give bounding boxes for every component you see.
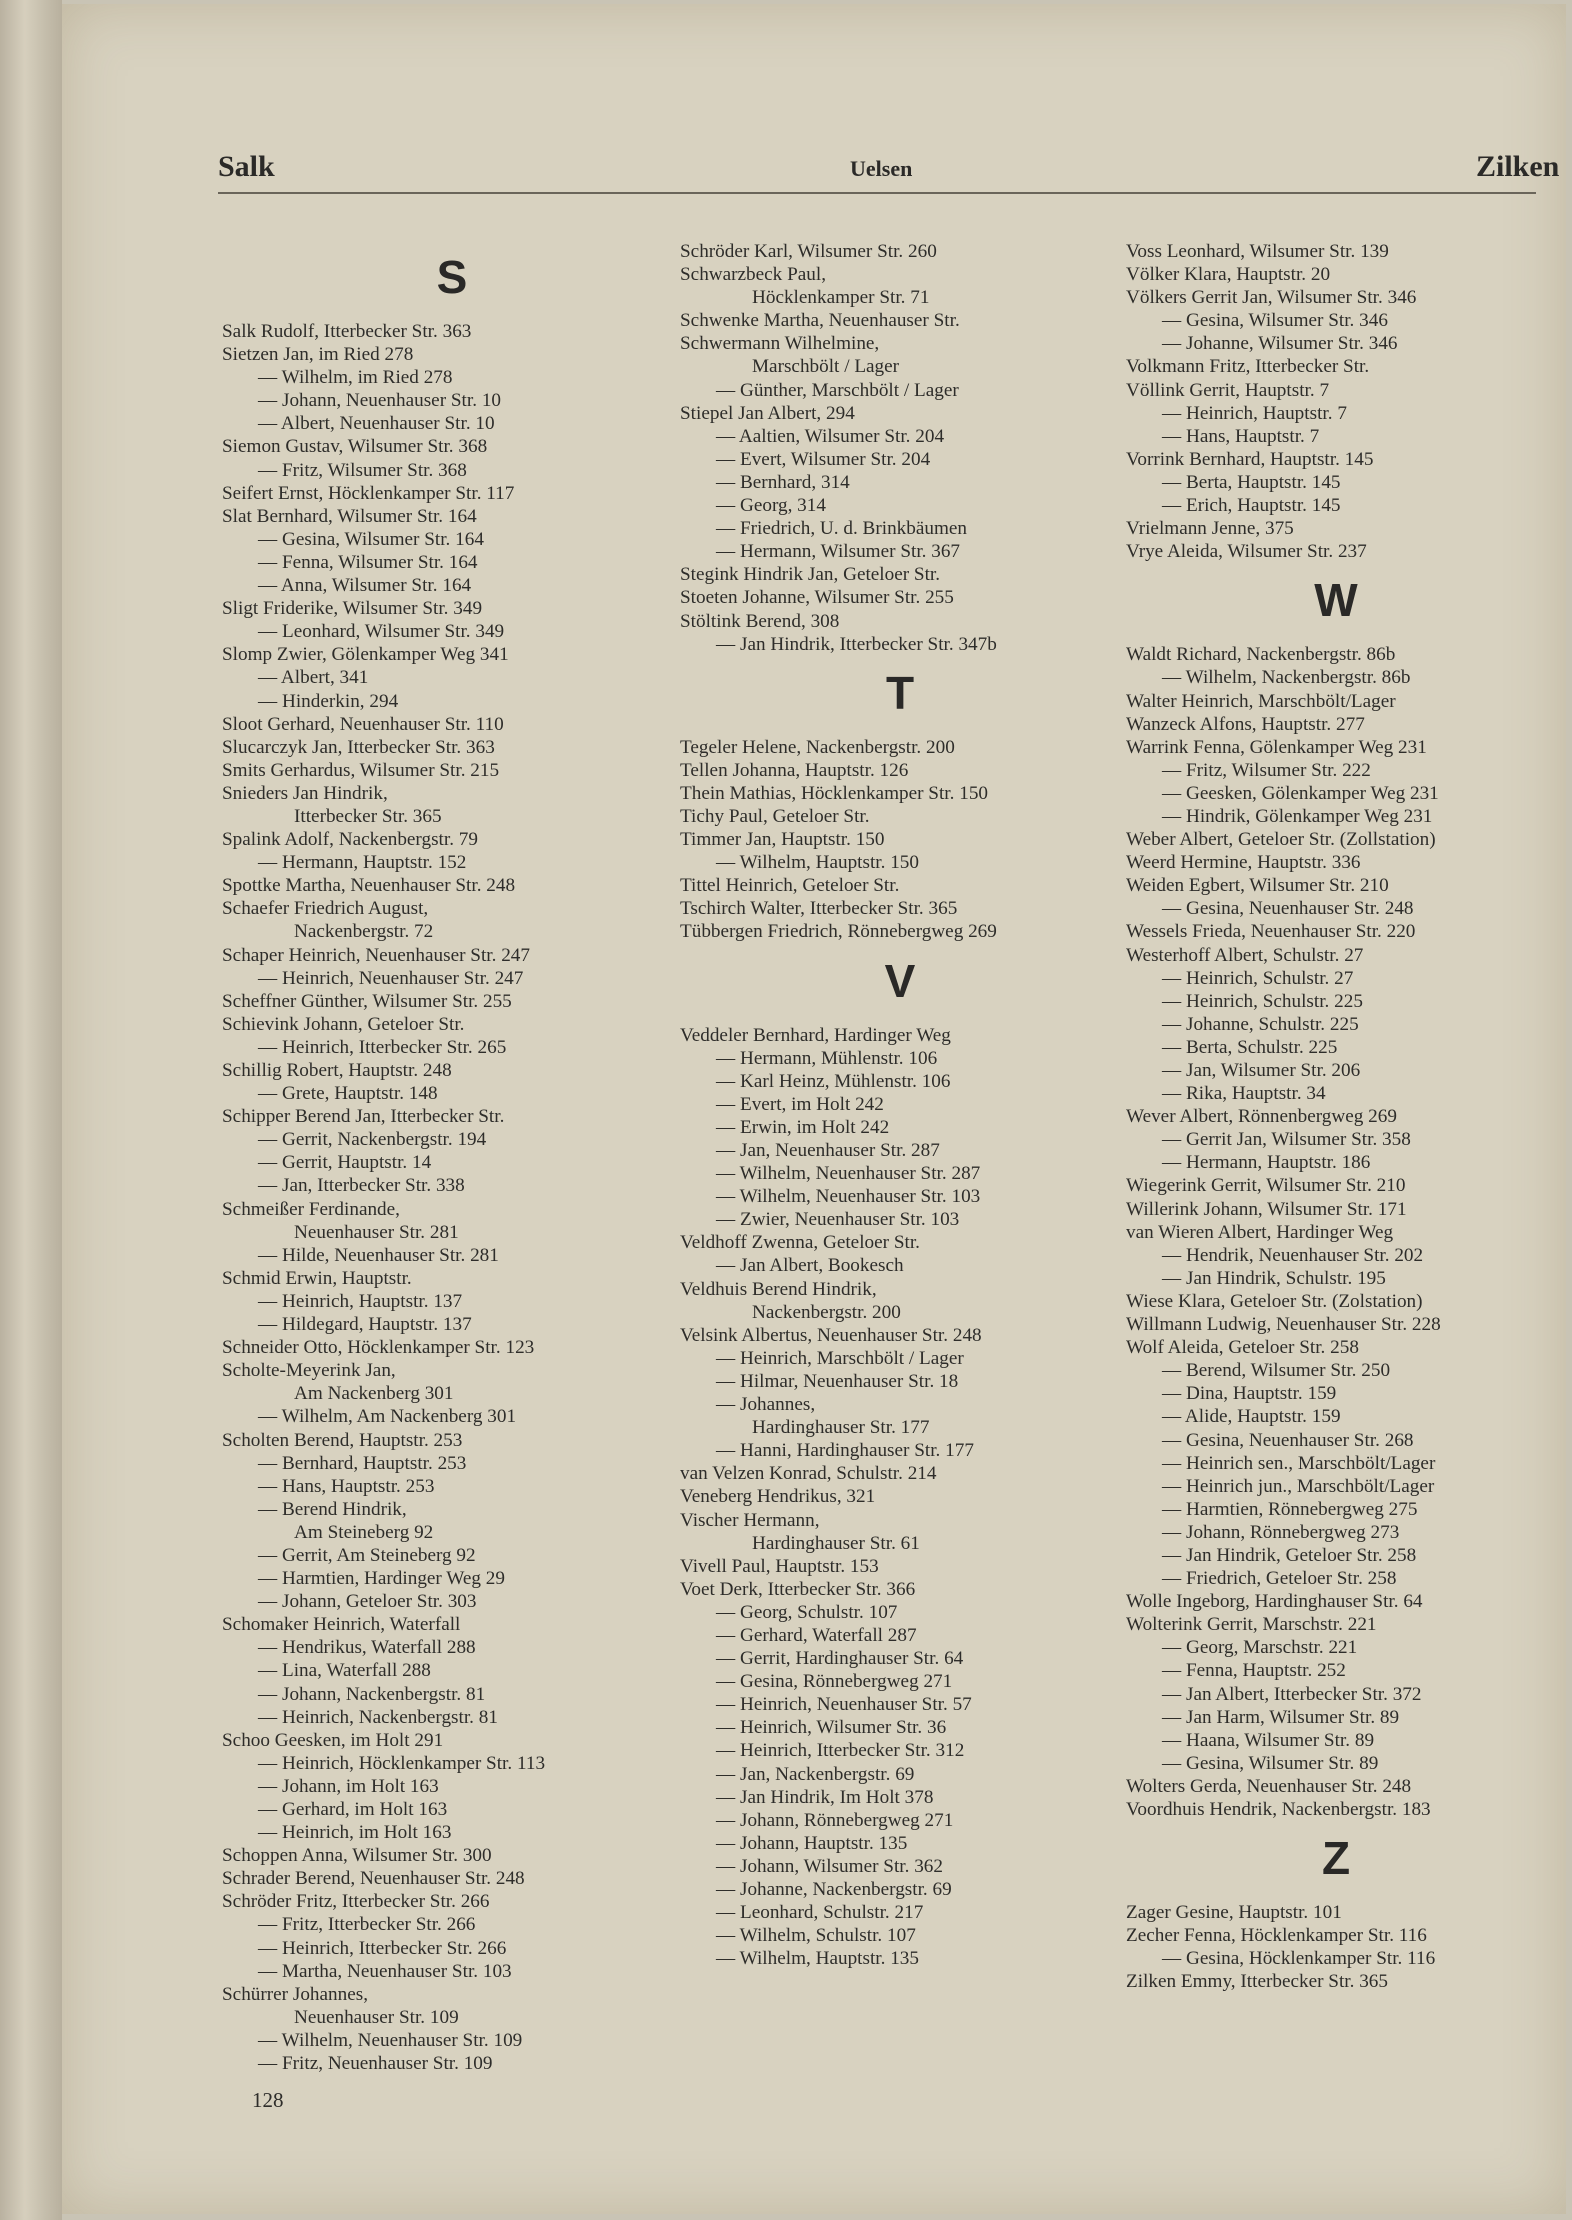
section-letter: S xyxy=(436,251,468,303)
directory-sub-entry: — Heinrich, Itterbecker Str. 265 xyxy=(258,1036,507,1058)
directory-sub-entry: — Hermann, Mühlenstr. 106 xyxy=(716,1047,938,1069)
directory-sub-entry: — Heinrich, Schulstr. 27 xyxy=(1162,967,1354,989)
directory-sub-entry: — Heinrich, Schulstr. 225 xyxy=(1162,990,1363,1012)
directory-entry: Stöltink Berend, 308 xyxy=(680,610,840,632)
directory-sub-entry: — Jan, Wilsumer Str. 206 xyxy=(1162,1060,1361,1081)
directory-sub-entry: — Gesina, Wilsumer Str. 164 xyxy=(258,528,484,550)
directory-sub-entry: — Berend, Wilsumer Str. 250 xyxy=(1162,1360,1391,1382)
directory-sub-entry: — Hilmar, Neuenhauser Str. 18 xyxy=(716,1370,959,1392)
directory-entry: van Wieren Albert, Hardinger Weg xyxy=(1126,1221,1394,1243)
directory-entry: Schievink Johann, Geteloer Str. xyxy=(222,1013,465,1035)
directory-sub-entry: — Jan, Nackenbergstr. 69 xyxy=(716,1763,915,1785)
directory-sub-entry: — Gerrit Jan, Wilsumer Str. 358 xyxy=(1162,1129,1411,1151)
directory-sub-entry: — Johanne, Wilsumer Str. 346 xyxy=(1162,333,1398,355)
directory-entry: Wolf Aleida, Geteloer Str. 258 xyxy=(1126,1337,1359,1359)
directory-sub-entry: — Gerrit, Hauptstr. 14 xyxy=(258,1152,432,1174)
directory-sub-entry: — Wilhelm, Neuenhauser Str. 103 xyxy=(716,1186,981,1208)
directory-sub-entry: — Fritz, Neuenhauser Str. 109 xyxy=(258,2053,493,2075)
directory-entry: Scholte-Meyerink Jan, xyxy=(222,1360,396,1382)
directory-sub-entry: — Jan Hindrik, Schulstr. 195 xyxy=(1162,1267,1386,1289)
directory-entry: Spottke Martha, Neuenhauser Str. 248 xyxy=(222,875,516,897)
directory-sub-entry: — Lina, Waterfall 288 xyxy=(258,1660,431,1682)
directory-sub-entry: — Gerrit, Am Steineberg 92 xyxy=(258,1544,476,1566)
directory-entry: Wiegerink Gerrit, Wilsumer Str. 210 xyxy=(1126,1175,1406,1197)
directory-entry: Scheffner Günther, Wilsumer Str. 255 xyxy=(222,990,512,1012)
directory-sub-entry: — Jan Albert, Bookesch xyxy=(716,1255,904,1277)
directory-sub-entry: — Heinrich, Hauptstr. 7 xyxy=(1162,402,1347,424)
directory-entry: Slucarczyk Jan, Itterbecker Str. 363 xyxy=(222,736,495,758)
directory-sub-entry: — Hans, Hauptstr. 7 xyxy=(1162,425,1320,447)
directory-sub-entry: — Johanne, Schulstr. 225 xyxy=(1162,1013,1359,1035)
directory-sub-entry: — Johann, Nackenbergstr. 81 xyxy=(258,1683,486,1705)
directory-entry: Stoeten Johanne, Wilsumer Str. 255 xyxy=(680,587,954,609)
directory-entry: Schaefer Friedrich August, xyxy=(222,898,429,920)
directory-sub-entry: — Hermann, Hauptstr. 152 xyxy=(258,852,467,874)
directory-entry-continuation: Nackenbergstr. 200 xyxy=(752,1301,901,1323)
directory-sub-entry: — Berta, Hauptstr. 145 xyxy=(1162,471,1341,493)
running-head-last-name: Zilken xyxy=(1476,150,1560,183)
directory-entry: Slomp Zwier, Gölenkamper Weg 341 xyxy=(222,644,509,666)
directory-sub-entry: — Grete, Hauptstr. 148 xyxy=(258,1083,438,1105)
directory-entry: Waldt Richard, Nackenbergstr. 86b xyxy=(1126,644,1396,666)
directory-entry: Vivell Paul, Hauptstr. 153 xyxy=(680,1555,879,1577)
directory-entry: Schmeißer Ferdinande, xyxy=(222,1198,400,1220)
directory-entry: Weerd Hermine, Hauptstr. 336 xyxy=(1126,852,1361,874)
directory-entry: Veldhuis Berend Hindrik, xyxy=(680,1278,877,1300)
directory-sub-entry: — Evert, Wilsumer Str. 204 xyxy=(716,448,931,470)
directory-sub-entry: — Harmtien, Hardinger Weg 29 xyxy=(258,1568,505,1590)
directory-sub-entry: — Johann, Hauptstr. 135 xyxy=(716,1832,908,1854)
directory-entry: Vrye Aleida, Wilsumer Str. 237 xyxy=(1126,541,1367,563)
directory-entry: Schürrer Johannes, xyxy=(222,1983,368,2005)
directory-entry: Schneider Otto, Höcklenkamper Str. 123 xyxy=(222,1337,535,1359)
directory-sub-entry: — Georg, 314 xyxy=(716,495,826,517)
directory-sub-entry: — Wilhelm, Schulstr. 107 xyxy=(716,1925,916,1947)
directory-sub-entry: — Heinrich, Itterbecker Str. 312 xyxy=(716,1740,965,1762)
directory-entry: Voet Derk, Itterbecker Str. 366 xyxy=(680,1578,916,1600)
directory-sub-entry: — Georg, Schulstr. 107 xyxy=(716,1601,898,1623)
directory-entry: Schipper Berend Jan, Itterbecker Str. xyxy=(222,1106,505,1128)
directory-entry: Schomaker Heinrich, Waterfall xyxy=(222,1614,461,1636)
directory-sub-entry: — Albert, Neuenhauser Str. 10 xyxy=(258,413,495,435)
directory-entry: Schrader Berend, Neuenhauser Str. 248 xyxy=(222,1868,525,1890)
directory-entry: Tschirch Walter, Itterbecker Str. 365 xyxy=(680,898,958,920)
directory-entry: Seifert Ernst, Höcklenkamper Str. 117 xyxy=(222,482,515,504)
directory-sub-entry: — Friedrich, U. d. Brinkbäumen xyxy=(716,518,967,540)
directory-entry: Völlink Gerrit, Hauptstr. 7 xyxy=(1126,379,1330,401)
directory-sub-entry: — Jan, Itterbecker Str. 338 xyxy=(258,1175,465,1197)
directory-entry: Wiese Klara, Geteloer Str. (Zolstation) xyxy=(1126,1290,1423,1312)
directory-sub-entry: — Gerhard, Waterfall 287 xyxy=(716,1624,917,1646)
directory-sub-entry: — Fenna, Hauptstr. 252 xyxy=(1162,1660,1346,1682)
directory-entry: Schoppen Anna, Wilsumer Str. 300 xyxy=(222,1845,492,1867)
directory-entry: Stegink Hindrik Jan, Geteloer Str. xyxy=(680,564,941,586)
directory-sub-entry: — Karl Heinz, Mühlenstr. 106 xyxy=(716,1070,951,1092)
directory-entry: Westerhoff Albert, Schulstr. 27 xyxy=(1126,944,1364,966)
directory-entry: Sloot Gerhard, Neuenhauser Str. 110 xyxy=(222,713,504,735)
directory-entry: Schwermann Wilhelmine, xyxy=(680,333,880,355)
section-letter: Z xyxy=(1321,1832,1351,1885)
directory-entry-continuation: Nackenbergstr. 72 xyxy=(294,921,434,943)
directory-entry: Schwarzbeck Paul, xyxy=(680,264,826,286)
directory-entry: Smits Gerhardus, Wilsumer Str. 215 xyxy=(222,759,500,781)
directory-sub-entry: — Jan Hindrik, Im Holt 378 xyxy=(716,1786,934,1808)
directory-sub-entry: — Albert, 341 xyxy=(258,667,369,689)
directory-sub-entry: — Fenna, Wilsumer Str. 164 xyxy=(258,551,478,573)
directory-sub-entry: — Fritz, Wilsumer Str. 222 xyxy=(1162,759,1371,781)
directory-entry: Salk Rudolf, Itterbecker Str. 363 xyxy=(222,321,472,342)
directory-entry: Tegeler Helene, Nackenbergstr. 200 xyxy=(680,736,955,758)
directory-sub-entry: — Heinrich, Itterbecker Str. 266 xyxy=(258,1937,507,1959)
directory-sub-entry: — Hermann, Hauptstr. 186 xyxy=(1162,1152,1371,1174)
directory-sub-entry: — Gesina, Höcklenkamper Str. 116 xyxy=(1162,1948,1436,1970)
directory-sub-entry: — Gerhard, im Holt 163 xyxy=(258,1799,448,1820)
directory-entry: Snieders Jan Hindrik, xyxy=(222,782,388,804)
directory-entry: Vrielmann Jenne, 375 xyxy=(1126,518,1294,540)
directory-sub-entry: — Jan, Neuenhauser Str. 287 xyxy=(716,1140,940,1161)
directory-sub-entry: — Leonhard, Schulstr. 217 xyxy=(716,1902,924,1924)
directory-sub-entry: — Johannes, xyxy=(716,1394,816,1416)
directory-entry: Schaper Heinrich, Neuenhauser Str. 247 xyxy=(222,944,530,966)
directory-sub-entry: — Johann, Geteloer Str. 303 xyxy=(258,1591,477,1613)
directory-column-2 xyxy=(680,240,1120,1970)
directory-entry: Voordhuis Hendrik, Nackenbergstr. 183 xyxy=(1126,1799,1431,1820)
directory-sub-entry: — Rika, Hauptstr. 34 xyxy=(1162,1083,1326,1105)
directory-sub-entry: — Haana, Wilsumer Str. 89 xyxy=(1162,1729,1375,1751)
directory-entry: Wolle Ingeborg, Hardinghauser Str. 64 xyxy=(1126,1591,1423,1613)
directory-entry-continuation: Am Steineberg 92 xyxy=(294,1521,434,1543)
directory-entry: Schmid Erwin, Hauptstr. xyxy=(222,1267,412,1289)
directory-entry: Schoo Geesken, im Holt 291 xyxy=(222,1729,444,1751)
header-rule xyxy=(218,192,1536,194)
directory-entry: Voss Leonhard, Wilsumer Str. 139 xyxy=(1126,241,1389,262)
directory-sub-entry: — Fritz, Wilsumer Str. 368 xyxy=(258,459,467,481)
directory-sub-entry: — Johann, Neuenhauser Str. 10 xyxy=(258,390,502,412)
directory-sub-entry: — Wilhelm, Nackenbergstr. 86b xyxy=(1162,667,1411,689)
directory-sub-entry: — Jan Hindrik, Geteloer Str. 258 xyxy=(1162,1544,1417,1566)
directory-entry: Wanzeck Alfons, Hauptstr. 277 xyxy=(1126,713,1365,735)
section-letter: V xyxy=(884,954,916,1007)
directory-entry: Siemon Gustav, Wilsumer Str. 368 xyxy=(222,436,488,458)
directory-entry: Zager Gesine, Hauptstr. 101 xyxy=(1126,1902,1342,1924)
directory-entry: Völker Klara, Hauptstr. 20 xyxy=(1126,264,1331,286)
directory-sub-entry: — Bernhard, 314 xyxy=(716,471,850,493)
directory-sub-entry: — Hanni, Hardinghauser Str. 177 xyxy=(716,1440,974,1462)
directory-entry-continuation: Marschbölt / Lager xyxy=(752,356,900,378)
page-number: 128 xyxy=(252,2088,284,2112)
directory-entry-continuation: Hardinghauser Str. 177 xyxy=(752,1417,930,1439)
directory-sub-entry: — Johanne, Nackenbergstr. 69 xyxy=(716,1879,952,1900)
directory-entry: Slat Bernhard, Wilsumer Str. 164 xyxy=(222,505,477,527)
directory-sub-entry: — Johann, Rönnebergweg 271 xyxy=(716,1809,954,1831)
directory-sub-entry: — Leonhard, Wilsumer Str. 349 xyxy=(258,621,505,643)
directory-sub-entry: — Hermann, Wilsumer Str. 367 xyxy=(716,541,961,563)
directory-sub-entry: — Bernhard, Hauptstr. 253 xyxy=(258,1452,467,1474)
directory-sub-entry: — Anna, Wilsumer Str. 164 xyxy=(258,575,472,597)
directory-sub-entry: — Erich, Hauptstr. 145 xyxy=(1162,495,1341,517)
directory-entry: Tichy Paul, Geteloer Str. xyxy=(680,805,870,827)
section-letter: W xyxy=(1314,574,1358,627)
directory-sub-entry: — Martha, Neuenhauser Str. 103 xyxy=(258,1960,512,1982)
directory-sub-entry: — Günther, Marschbölt / Lager xyxy=(716,379,959,401)
directory-sub-entry: — Friedrich, Geteloer Str. 258 xyxy=(1162,1568,1397,1590)
directory-sub-entry: — Heinrich sen., Marschbölt/Lager xyxy=(1162,1452,1436,1474)
section-letter: T xyxy=(885,666,915,719)
directory-sub-entry: — Heinrich, Marschbölt / Lager xyxy=(716,1347,964,1369)
directory-entry-continuation: Itterbecker Str. 365 xyxy=(294,805,442,827)
directory-entry: Spalink Adolf, Nackenbergstr. 79 xyxy=(222,829,478,851)
directory-sub-entry: — Gesina, Neuenhauser Str. 248 xyxy=(1162,898,1414,920)
directory-entry: Velsink Albertus, Neuenhauser Str. 248 xyxy=(680,1324,982,1346)
directory-entry: Willerink Johann, Wilsumer Str. 171 xyxy=(1126,1198,1407,1220)
directory-sub-entry: — Gesina, Wilsumer Str. 346 xyxy=(1162,310,1388,332)
directory-entry: Veddeler Bernhard, Hardinger Weg xyxy=(680,1024,951,1046)
directory-sub-entry: — Fritz, Itterbecker Str. 266 xyxy=(258,1914,476,1936)
directory-sub-entry: — Berta, Schulstr. 225 xyxy=(1162,1036,1338,1058)
directory-sub-entry: — Georg, Marschstr. 221 xyxy=(1162,1637,1358,1659)
running-head-first-name: Salk xyxy=(218,150,275,183)
directory-sub-entry: — Zwier, Neuenhauser Str. 103 xyxy=(716,1209,960,1231)
directory-sub-entry: — Hinderkin, 294 xyxy=(258,690,399,712)
directory-sub-entry: — Heinrich, Nackenbergstr. 81 xyxy=(258,1706,498,1728)
directory-sub-entry: — Erwin, im Holt 242 xyxy=(716,1116,890,1138)
directory-sub-entry: — Heinrich jun., Marschbölt/Lager xyxy=(1162,1475,1435,1497)
directory-entry: Sligt Friderike, Wilsumer Str. 349 xyxy=(222,598,483,620)
directory-sub-entry: — Gesina, Wilsumer Str. 89 xyxy=(1162,1752,1379,1774)
directory-sub-entry: — Wilhelm, Neuenhauser Str. 287 xyxy=(716,1163,981,1185)
directory-entry: Weber Albert, Geteloer Str. (Zollstation) xyxy=(1126,829,1436,851)
directory-entry: Scholten Berend, Hauptstr. 253 xyxy=(222,1429,463,1451)
directory-entry: Veneberg Hendrikus, 321 xyxy=(680,1486,876,1508)
directory-entry-continuation: Neuenhauser Str. 109 xyxy=(294,2006,459,2028)
directory-entry: Tellen Johanna, Hauptstr. 126 xyxy=(680,759,909,781)
directory-sub-entry: — Johann, Rönnebergweg 273 xyxy=(1162,1521,1400,1543)
directory-sub-entry: — Wilhelm, Hauptstr. 135 xyxy=(716,1948,919,1970)
directory-entry: Thein Mathias, Höcklenkamper Str. 150 xyxy=(680,782,989,804)
directory-entry: van Velzen Konrad, Schulstr. 214 xyxy=(680,1463,937,1485)
directory-sub-entry: — Wilhelm, im Ried 278 xyxy=(258,367,453,389)
directory-sub-entry: — Wilhelm, Hauptstr. 150 xyxy=(716,852,919,874)
directory-entry: Willmann Ludwig, Neuenhauser Str. 228 xyxy=(1126,1314,1441,1336)
directory-sub-entry: — Hilde, Neuenhauser Str. 281 xyxy=(258,1244,499,1266)
directory-sub-entry: — Aaltien, Wilsumer Str. 204 xyxy=(716,425,945,447)
directory-sub-entry: — Hildegard, Hauptstr. 137 xyxy=(258,1314,472,1336)
book-spine-edge xyxy=(0,0,62,2220)
directory-column-3 xyxy=(1126,240,1546,1993)
directory-sub-entry: — Geesken, Gölenkamper Weg 231 xyxy=(1162,782,1439,804)
directory-sub-entry: — Hendrik, Neuenhauser Str. 202 xyxy=(1162,1244,1424,1266)
directory-entry: Wolters Gerda, Neuenhauser Str. 248 xyxy=(1126,1775,1412,1797)
directory-sub-entry: — Heinrich, Höcklenkamper Str. 113 xyxy=(258,1752,546,1774)
directory-sub-entry: — Evert, im Holt 242 xyxy=(716,1093,884,1115)
directory-entry: Tübbergen Friedrich, Rönnebergweg 269 xyxy=(680,921,997,943)
directory-sub-entry: — Heinrich, Wilsumer Str. 36 xyxy=(716,1717,947,1739)
directory-entry-continuation: Hardinghauser Str. 61 xyxy=(752,1532,920,1554)
directory-entry: Volkmann Fritz, Itterbecker Str. xyxy=(1126,356,1370,378)
directory-entry: Schillig Robert, Hauptstr. 248 xyxy=(222,1060,452,1081)
directory-sub-entry: — Gerrit, Nackenbergstr. 194 xyxy=(258,1129,487,1151)
directory-sub-entry: — Hindrik, Gölenkamper Weg 231 xyxy=(1162,805,1433,827)
directory-entry: Warrink Fenna, Gölenkamper Weg 231 xyxy=(1126,736,1427,758)
directory-sub-entry: — Gesina, Rönnebergweg 271 xyxy=(716,1671,953,1693)
directory-entry: Zilken Emmy, Itterbecker Str. 365 xyxy=(1126,1971,1388,1993)
directory-sub-entry: — Berend Hindrik, xyxy=(258,1498,407,1520)
directory-entry: Tittel Heinrich, Geteloer Str. xyxy=(680,875,900,897)
directory-sub-entry: — Heinrich, Hauptstr. 137 xyxy=(258,1290,463,1312)
directory-sub-entry: — Gerrit, Hardinghauser Str. 64 xyxy=(716,1648,964,1670)
directory-entry: Schröder Fritz, Itterbecker Str. 266 xyxy=(222,1891,490,1913)
directory-sub-entry: — Gesina, Neuenhauser Str. 268 xyxy=(1162,1429,1414,1451)
directory-sub-entry: — Alide, Hauptstr. 159 xyxy=(1162,1406,1341,1428)
directory-entry-continuation: Höcklenkamper Str. 71 xyxy=(752,287,930,309)
directory-sub-entry: — Wilhelm, Neuenhauser Str. 109 xyxy=(258,2029,523,2051)
directory-sub-entry: — Heinrich, Neuenhauser Str. 247 xyxy=(258,967,524,989)
directory-sub-entry: — Heinrich, im Holt 163 xyxy=(258,1822,452,1844)
directory-sub-entry: — Hendrikus, Waterfall 288 xyxy=(258,1637,476,1659)
directory-entry: Völkers Gerrit Jan, Wilsumer Str. 346 xyxy=(1126,287,1417,309)
directory-entry: Wolterink Gerrit, Marschstr. 221 xyxy=(1126,1614,1377,1636)
directory-sub-entry: — Hans, Hauptstr. 253 xyxy=(258,1475,435,1497)
directory-entry: Vischer Hermann, xyxy=(680,1509,820,1531)
directory-entry: Wessels Frieda, Neuenhauser Str. 220 xyxy=(1126,921,1416,943)
directory-sub-entry: — Jan Hindrik, Itterbecker Str. 347b xyxy=(716,633,997,655)
directory-sub-entry: — Jan Albert, Itterbecker Str. 372 xyxy=(1162,1683,1422,1705)
directory-sub-entry: — Dina, Hauptstr. 159 xyxy=(1162,1383,1337,1405)
directory-entry: Timmer Jan, Hauptstr. 150 xyxy=(680,829,885,851)
running-head-town: Uelsen xyxy=(850,156,913,181)
directory-sub-entry: — Johann, Wilsumer Str. 362 xyxy=(716,1855,943,1877)
directory-sub-entry: — Wilhelm, Am Nackenberg 301 xyxy=(258,1406,517,1428)
directory-entry: Veldhoff Zwenna, Geteloer Str. xyxy=(680,1232,920,1254)
directory-entry: Vorrink Bernhard, Hauptstr. 145 xyxy=(1126,448,1374,470)
directory-sub-entry: — Heinrich, Neuenhauser Str. 57 xyxy=(716,1694,972,1716)
directory-entry: Stiepel Jan Albert, 294 xyxy=(680,402,855,424)
directory-sub-entry: — Jan Harm, Wilsumer Str. 89 xyxy=(1162,1706,1400,1728)
directory-entry: Schwenke Martha, Neuenhauser Str. xyxy=(680,310,960,332)
directory-entry: Sietzen Jan, im Ried 278 xyxy=(222,344,414,366)
directory-entry: Wever Albert, Rönnenbergweg 269 xyxy=(1126,1106,1397,1128)
directory-sub-entry: — Johann, im Holt 163 xyxy=(258,1775,439,1797)
directory-entry: Walter Heinrich, Marschbölt/Lager xyxy=(1126,690,1396,712)
directory-entry: Zecher Fenna, Höcklenkamper Str. 116 xyxy=(1126,1925,1427,1947)
directory-column-1 xyxy=(222,240,682,2075)
directory-entry-continuation: Neuenhauser Str. 281 xyxy=(294,1221,459,1243)
directory-entry: Schröder Karl, Wilsumer Str. 260 xyxy=(680,241,937,262)
directory-entry-continuation: Am Nackenberg 301 xyxy=(294,1383,454,1405)
directory-entry: Weiden Egbert, Wilsumer Str. 210 xyxy=(1126,875,1389,897)
directory-sub-entry: — Harmtien, Rönnebergweg 275 xyxy=(1162,1498,1418,1520)
